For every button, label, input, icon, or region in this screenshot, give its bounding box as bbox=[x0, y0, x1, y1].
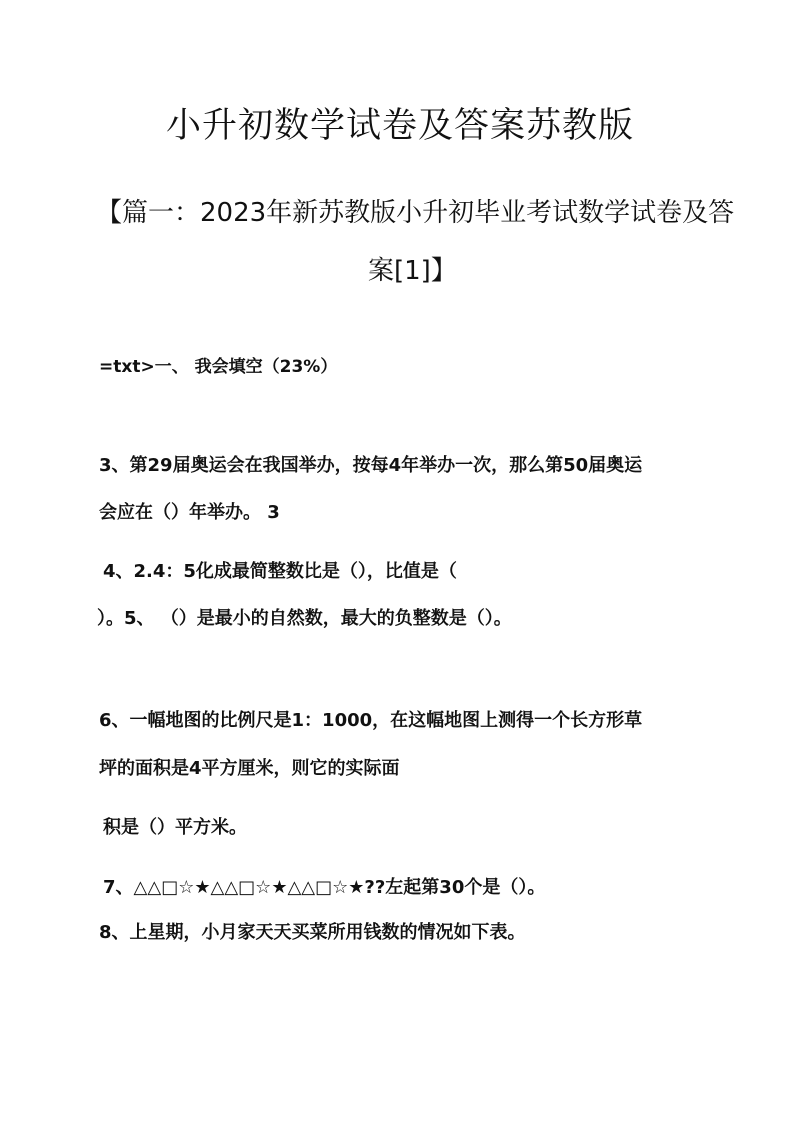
question-3-line-2: 会应在（）年举办。 3 bbox=[99, 502, 280, 523]
question-7: 7、△△□☆★△△□☆★△△□☆★??左起第30个是（）。 bbox=[103, 877, 546, 898]
question-6-line-2: 坪的面积是4平方厘米，则它的实际面 bbox=[99, 758, 400, 779]
document-title: 小升初数学试卷及答案苏教版 bbox=[165, 106, 634, 146]
section-heading: =txt>一、 我会填空（23%） bbox=[99, 357, 338, 377]
question-6-line-1: 6、一幅地图的比例尺是1：1000，在这幅地图上测得一个长方形草 bbox=[99, 710, 643, 731]
question-3-line-1: 3、第29届奥运会在我国举办，按每4年举办一次，那么第50届奥运 bbox=[99, 455, 643, 476]
question-6-line-3: 积是（）平方米。 bbox=[103, 817, 247, 838]
question-4-line-1: 4、2.4：5化成最简整数比是（），比值是（ bbox=[103, 561, 457, 582]
question-8: 8、上星期，小月家天天买菜所用钱数的情况如下表。 bbox=[99, 922, 526, 943]
document-subtitle-line-2: 案[1]】 bbox=[368, 256, 457, 286]
document-subtitle-line-1: 【篇一：2023年新苏教版小升初毕业考试数学试卷及答 bbox=[96, 198, 735, 228]
question-4-5-line-2: ）。5、 （）是最小的自然数，最大的负整数是（）。 bbox=[97, 608, 512, 629]
